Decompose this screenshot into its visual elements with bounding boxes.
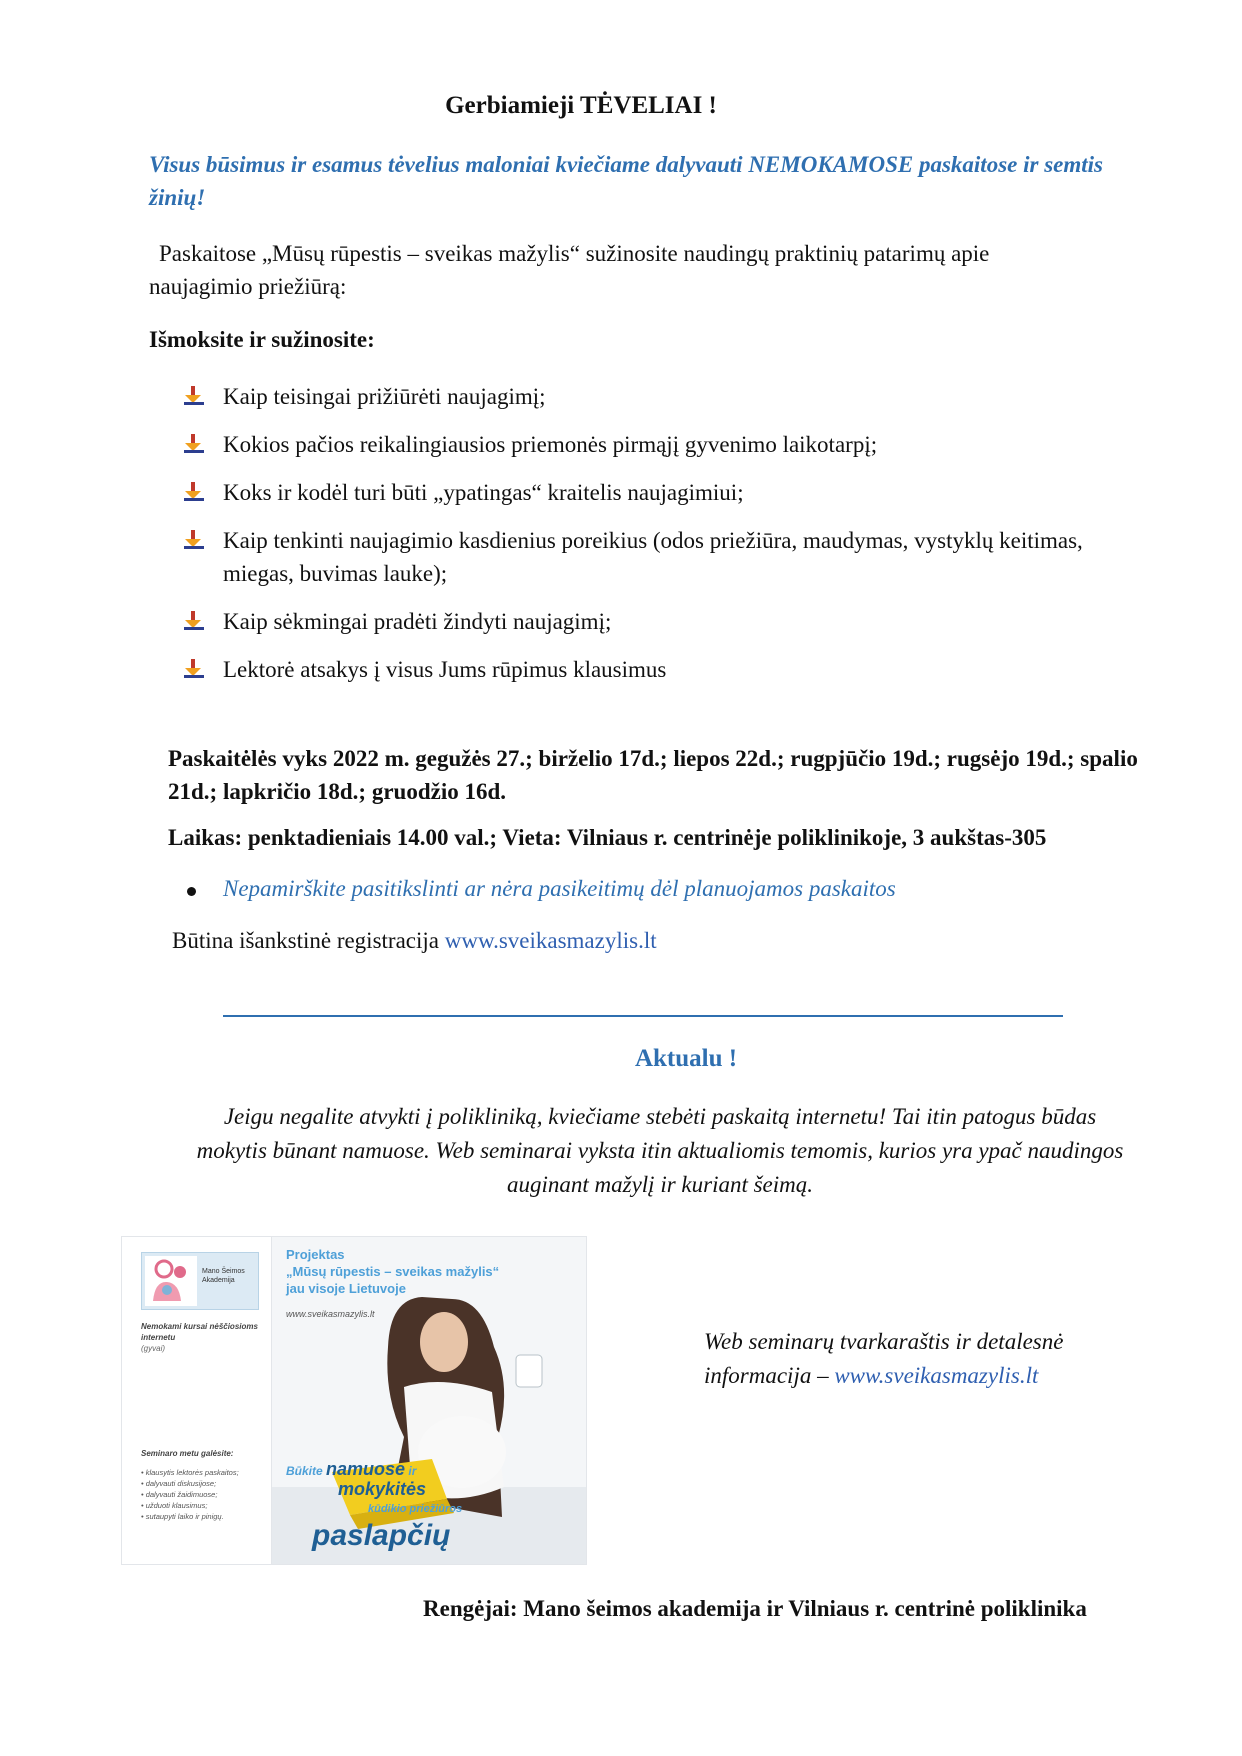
registration-link[interactable]: www.sveikasmazylis.lt	[444, 928, 657, 953]
learn-heading: Išmoksite ir sužinosite:	[149, 327, 375, 352]
list-item	[183, 653, 1083, 686]
list-item	[183, 476, 1083, 509]
web-seminar-info: Jeigu negalite atvykti į polikliniką, kviečiame stebėti paskaitą internetu! Tai itin patogus būdas mokytis būnant namuose. Web seminarai vyksta itin aktualiomis temomis, kurios yra ypač naudingos auginant mažylį ir kuriant šeimą.	[196, 1104, 1124, 1197]
academy-logo	[141, 1252, 259, 1310]
seminar-schedule-note	[704, 1325, 1124, 1393]
topic-text: Kaip sėkmingai pradėti žindyti naujagimį;	[223, 609, 612, 634]
seminar-heading: Seminaro metu galėsite:	[141, 1449, 234, 1458]
reminder-text: Nepamirškite pasitikslinti ar nėra pasikeitimų dėl planuojamos paskaitos	[223, 876, 896, 901]
banner-photo-panel	[272, 1237, 586, 1564]
project-banner-image	[121, 1236, 587, 1565]
lecture-dates: Paskaitėlės vyks 2022 m. gegužės 27.; birželio 17d.; liepos 22d.; rugpjūčio 19d.; rugsėjo 19d.; spalio 21d.; lapkričio 18d.; gruodžio 16d.	[168, 746, 1138, 804]
banner-slogan-top	[286, 1459, 416, 1480]
seminar-item: • užduoti klausimus;	[141, 1501, 208, 1510]
topic-text: Kaip teisingai prižiūrėti naujagimį;	[223, 384, 546, 409]
intro-paragraph	[149, 237, 1089, 303]
topic-text: Koks ir kodėl turi būti „ypatingas“ kraitelis naujagimiui;	[223, 480, 744, 505]
organizers: Rengėjai: Mano šeimos akademija ir Vilniaus r. centrinė poliklinika	[423, 1596, 1087, 1621]
slogan-part: ir	[408, 1464, 417, 1478]
banner-project-label: Projektas	[286, 1247, 345, 1262]
reminder-note	[187, 876, 896, 902]
banner-project-name: „Mūsų rūpestis – sveikas mažylis“	[286, 1264, 500, 1279]
banner-project-scope: jau visoje Lietuvoje	[286, 1281, 406, 1296]
schedule-text: Web seminarų tvarkaraštis ir detalesnė informacija –	[704, 1329, 1064, 1388]
list-item	[183, 428, 1083, 461]
page-title: Gerbiamieji TĖVELIAI !	[445, 92, 717, 119]
time-and-place: Laikas: penktadieniais 14.00 val.; Vieta: Vilniaus r. centrinėje poliklinikoje, 3 aukštas-305	[168, 825, 1047, 850]
arrow-bullet-icon	[183, 385, 205, 407]
slogan-part: kūdikio priežiūros	[368, 1503, 463, 1515]
arrow-bullet-icon	[183, 433, 205, 455]
registration-text: Būtina išankstinė registracija	[172, 928, 445, 953]
slogan-part: paslapčių	[312, 1519, 451, 1552]
topic-text: Lektorė atsakys į visus Jums rūpimus klausimus	[223, 657, 667, 682]
topics-list	[183, 380, 1083, 686]
list-item	[183, 524, 1083, 590]
aktualu-heading: Aktualu !	[634, 1045, 738, 1072]
seminar-item: • dalyvauti diskusijose;	[141, 1479, 217, 1488]
arrow-bullet-icon	[183, 529, 205, 551]
seminar-item: • sutaupyti laiko ir pinigų.	[141, 1512, 224, 1521]
seminar-list	[141, 1467, 266, 1522]
slogan-part: Būkite	[286, 1464, 323, 1478]
banner-left-panel	[122, 1237, 272, 1564]
banner-url: www.sveikasmazylis.lt	[286, 1309, 375, 1319]
arrow-bullet-icon	[183, 610, 205, 632]
schedule-link[interactable]: www.sveikasmazylis.lt	[834, 1363, 1039, 1388]
live-text: (gyvai)	[141, 1344, 166, 1353]
family-logo-icon	[145, 1256, 197, 1306]
seminar-item: • klausytis lektorės paskaitos;	[141, 1468, 239, 1477]
list-item	[183, 380, 1083, 413]
registration-line	[172, 928, 657, 954]
topic-text: Kokios pačios reikalingiausios priemonės pirmąjį gyvenimo laikotarpį;	[223, 432, 878, 457]
academy-name: Mano Šeimos Akademija	[202, 1268, 245, 1284]
section-divider	[223, 1015, 1063, 1017]
slogan-part: mokykitės	[338, 1479, 427, 1499]
slogan-part: namuose	[326, 1459, 406, 1479]
bullet-dot-icon	[187, 887, 196, 896]
arrow-bullet-icon	[183, 658, 205, 680]
topic-text: Kaip tenkinti naujagimio kasdienius poreikius (odos priežiūra, maudymas, vystyklų keitimas, miegas, buvimas lauke);	[223, 528, 1083, 586]
arrow-bullet-icon	[183, 481, 205, 503]
seminar-item: • dalyvauti žaidimuose;	[141, 1490, 218, 1499]
intro-text: Paskaitose „Mūsų rūpestis – sveikas mažylis“ sužinosite naudingų praktinių patarimų apie naujagimio priežiūrą:	[149, 241, 990, 299]
invitation-lead: Visus būsimus ir esamus tėvelius maloniai kviečiame dalyvauti NEMOKAMOSE paskaitose ir semtis žinių!	[149, 152, 1103, 210]
courses-text: Nemokami kursai nėščiosioms internetu	[141, 1322, 258, 1342]
list-item	[183, 605, 1083, 638]
